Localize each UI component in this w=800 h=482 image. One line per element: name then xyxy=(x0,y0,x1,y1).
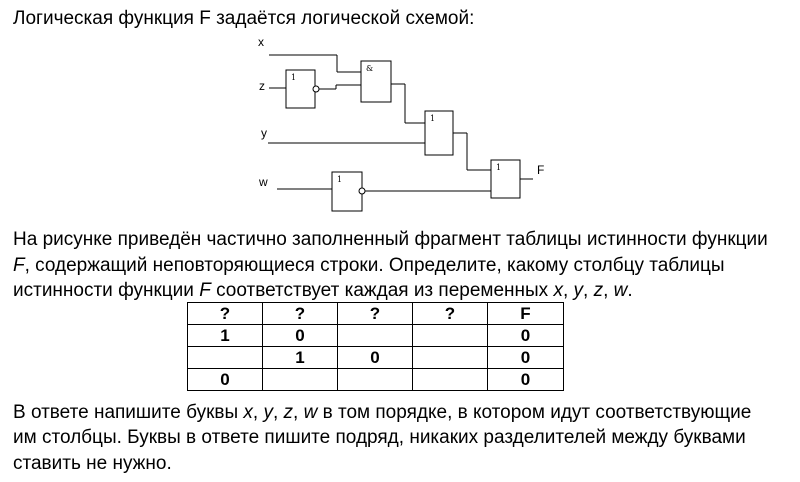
period: . xyxy=(627,280,633,301)
table-cell xyxy=(338,325,413,347)
var-z: z xyxy=(283,402,294,423)
paragraph1-line2-text: , содержащий неповторяющиеся строки. Определите, какому столбцу таблицы xyxy=(24,255,725,276)
output-label-f: F xyxy=(537,163,545,177)
var-w: w xyxy=(613,280,628,301)
comma: , xyxy=(603,280,614,301)
table-cell: 0 xyxy=(488,325,564,347)
table-cell: 0 xyxy=(488,369,564,391)
input-label-z: z xyxy=(259,79,265,93)
paragraph2-line3: ставить не нужно. xyxy=(13,453,172,474)
table-cell: 0 xyxy=(488,347,564,369)
table-row xyxy=(188,347,564,369)
var-y: y xyxy=(263,402,273,423)
paragraph2-line1-a: В ответе напишите буквы xyxy=(13,402,244,423)
comma: , xyxy=(252,402,264,423)
table-cell: 1 xyxy=(188,325,263,347)
table-cell xyxy=(188,347,263,369)
paragraph1-line3 xyxy=(13,279,633,303)
gate-not-w-bubble xyxy=(359,188,365,194)
table-header-cell: ? xyxy=(188,303,263,325)
var-f: F xyxy=(13,255,25,276)
gate-not-w-symbol: 1 xyxy=(337,175,343,184)
paragraph2-line1-b: в том порядке, в котором идут соответствующие xyxy=(317,402,752,423)
comma: , xyxy=(272,402,284,423)
var-x: x xyxy=(553,280,563,301)
table-cell xyxy=(413,347,488,369)
gate-and-symbol: & xyxy=(366,64,374,73)
input-label-y: y xyxy=(261,126,267,140)
gate-not-z-symbol: 1 xyxy=(291,73,297,82)
table-cell: 0 xyxy=(263,325,338,347)
table-header-cell: ? xyxy=(263,303,338,325)
table-cell xyxy=(413,369,488,391)
var-y: y xyxy=(573,280,584,301)
paragraph2-line1 xyxy=(13,401,751,425)
table-header-cell: ? xyxy=(338,303,413,325)
var-z: z xyxy=(593,280,604,301)
table-cell xyxy=(413,325,488,347)
truth-table xyxy=(187,302,564,391)
paragraph1-line3-b: соответствует каждая из переменных xyxy=(210,280,554,301)
comma: , xyxy=(562,280,574,301)
paragraph1-line3-a: истинности функции xyxy=(13,280,200,301)
comma: , xyxy=(293,402,304,423)
table-cell: 1 xyxy=(263,347,338,369)
table-header-row xyxy=(188,303,564,325)
table-cell: 0 xyxy=(338,347,413,369)
gate-or-final-symbol: 1 xyxy=(496,163,502,172)
gate-not-z-bubble xyxy=(313,86,319,92)
table-cell xyxy=(338,369,413,391)
var-x: x xyxy=(243,402,253,423)
table-row xyxy=(188,369,564,391)
table-cell: 0 xyxy=(188,369,263,391)
intro-text: Логическая функция F задаётся логической схемой: xyxy=(13,8,475,29)
comma: , xyxy=(583,280,594,301)
paragraph1-line1: На рисунке приведён частично заполненный фрагмент таблицы истинности функции xyxy=(13,229,768,250)
input-label-w: w xyxy=(259,175,268,189)
input-label-x: x xyxy=(258,35,264,49)
paragraph1-line2 xyxy=(13,254,725,278)
table-cell xyxy=(263,369,338,391)
table-header-cell: ? xyxy=(413,303,488,325)
table-header-cell: F xyxy=(488,303,564,325)
logic-circuit-diagram xyxy=(0,0,800,230)
var-f: F xyxy=(199,280,211,301)
var-w: w xyxy=(303,402,318,423)
table-row xyxy=(188,325,564,347)
gate-or-symbol: 1 xyxy=(430,114,436,123)
paragraph2-line2: им столбцы. Буквы в ответе пишите подряд, никаких разделителей между буквами xyxy=(13,427,746,448)
